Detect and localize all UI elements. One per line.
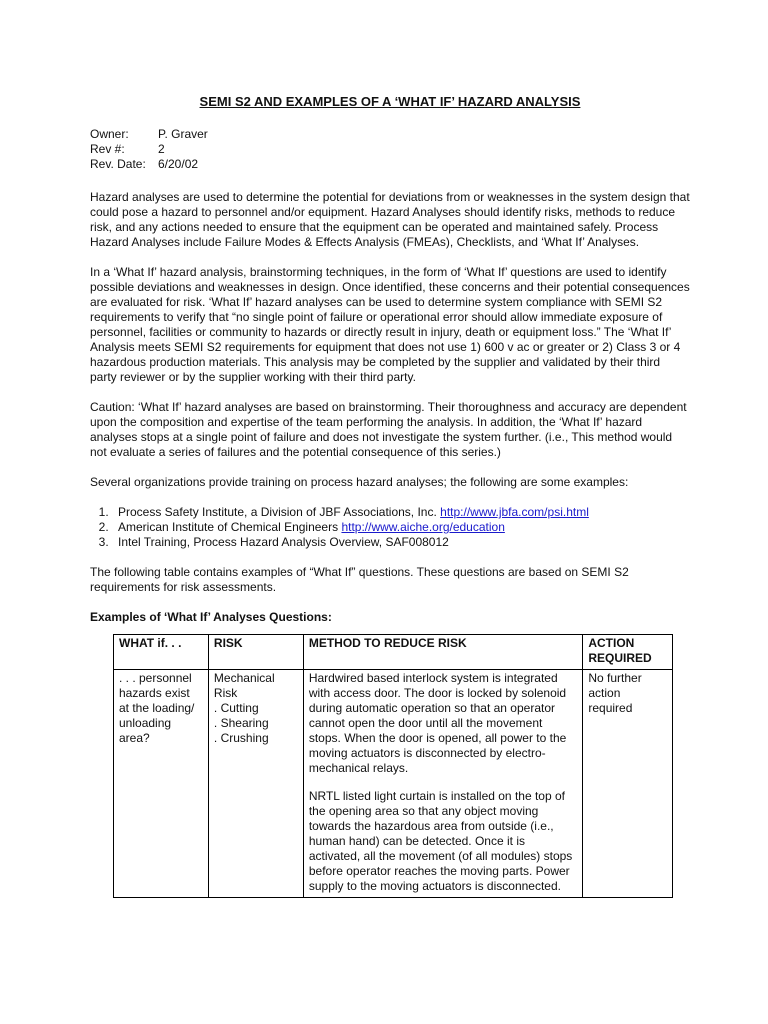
training-item-intel xyxy=(112,535,690,550)
whatif-paragraph: In a ‘What If’ hazard analysis, brainstorming techniques, in the form of ‘What If’ questions are used to identify possible deviations and weaknesses in design. Once identified, these concerns and their potential consequences are evaluated for risk. ‘What If’ hazard analyses can be used to determine system compliance with SEMI S2 requirements to verify that “no single point of failure or operational error should allow immediate exposure of personnel, facilities or community to hazards or directly result in injury, death or equipment loss.” The ‘What If’ Analysis meets SEMI S2 requirements for equipment that does not use 1) 600 v ac or greater or 2) Class 3 or 4 hazardous production materials. This analysis may be completed by the supplier and validated by their third party reviewer or by the supplier working with their third party. xyxy=(90,265,690,384)
training-paragraph: Several organizations provide training on process hazard analyses; the following are some examples: xyxy=(90,475,629,489)
risk-item-crushing: . Crushing xyxy=(213,731,269,745)
aiche-link[interactable]: http://www.aiche.org/education xyxy=(341,520,505,534)
cell-method xyxy=(303,670,583,898)
header-action: ACTION REQUIRED xyxy=(583,635,673,670)
whatif-table xyxy=(113,634,673,898)
header-method: METHOD TO REDUCE RISK xyxy=(303,635,583,670)
caution-paragraph: Caution: ‘What If’ hazard analyses are based on brainstorming. Their thoroughness and accuracy are dependent upon the composition and expertise of the team performing the analysis. In addition, the ‘What If’ hazard analyses stops at a single point of failure and does not investigate the system further. (i.e., This method would not evaluate a series of failures and the potential consequence of this series.) xyxy=(90,400,687,459)
cell-risk xyxy=(208,670,303,898)
meta-owner-value: P. Graver xyxy=(158,127,208,141)
table-row xyxy=(114,670,673,898)
header-whatif: WHAT if. . . xyxy=(114,635,209,670)
meta-rev-date xyxy=(90,157,690,172)
meta-rev-date-key: Rev. Date: xyxy=(90,157,146,171)
table-heading: Examples of ‘What If’ Analyses Questions: xyxy=(90,610,332,624)
document-title: SEMI S2 AND EXAMPLES OF A ‘WHAT IF’ HAZARD ANALYSIS xyxy=(199,94,581,109)
cell-action: No further action required xyxy=(583,670,673,898)
risk-title: Mechanical Risk xyxy=(213,671,275,700)
cell-whatif: . . . personnel hazards exist at the loading/ unloading area? xyxy=(114,670,209,898)
meta-rev-date-value: 6/20/02 xyxy=(158,157,199,171)
intro-paragraph: Hazard analyses are used to determine the potential for deviations from or weaknesses in the system design that could pose a hazard to personnel and/or equipment. Hazard Analyses should identify risks, methods to reduce risk, and any actions needed to ensure that the equipment can be operated and maintained safely. Process Hazard Analyses include Failure Modes & Effects Analysis (FMEAs), Checklists, and ‘What If’ Analyses. xyxy=(90,190,690,249)
document-meta xyxy=(90,127,690,172)
table-intro-paragraph: The following table contains examples of “What If” questions. These questions are based on SEMI S2 requirements for risk assessments. xyxy=(90,565,629,594)
risk-item-shearing: . Shearing xyxy=(213,716,269,730)
meta-owner xyxy=(90,127,690,142)
training-item-text: Intel Training, Process Hazard Analysis Overview, SAF008012 xyxy=(118,535,449,549)
meta-rev-value: 2 xyxy=(158,142,165,156)
risk-item-cutting: . Cutting xyxy=(213,701,259,715)
meta-owner-key: Owner: xyxy=(90,127,129,141)
psi-link[interactable]: http://www.jbfa.com/psi.html xyxy=(440,505,589,519)
meta-rev-key: Rev #: xyxy=(90,142,125,156)
header-risk: RISK xyxy=(208,635,303,670)
training-item-text: Process Safety Institute, a Division of JBF Associations, Inc. xyxy=(118,505,441,519)
method-interlock: Hardwired based interlock system is integrated with access door. The door is locked by solenoid during automatic operation so that an operator cannot open the door until all the movement stops. When the door is opened, all power to the moving actuators is disconnected by electro-mechanical relays. xyxy=(308,671,567,775)
document-page xyxy=(90,94,690,898)
training-item-psi xyxy=(112,505,690,520)
method-light-curtain: NRTL listed light curtain is installed on the top of the opening area so that any object moving towards the hazardous area from outside (i.e., human hand) can be detected. Once it is activated, all the movement (of all modules) stops before operator reaches the moving parts. Power supply to the moving actuators is disconnected. xyxy=(308,789,573,893)
table-header-row xyxy=(114,635,673,670)
training-item-aiche xyxy=(112,520,690,535)
training-list xyxy=(90,505,690,550)
meta-rev xyxy=(90,142,690,157)
training-item-text: American Institute of Chemical Engineers xyxy=(118,520,342,534)
